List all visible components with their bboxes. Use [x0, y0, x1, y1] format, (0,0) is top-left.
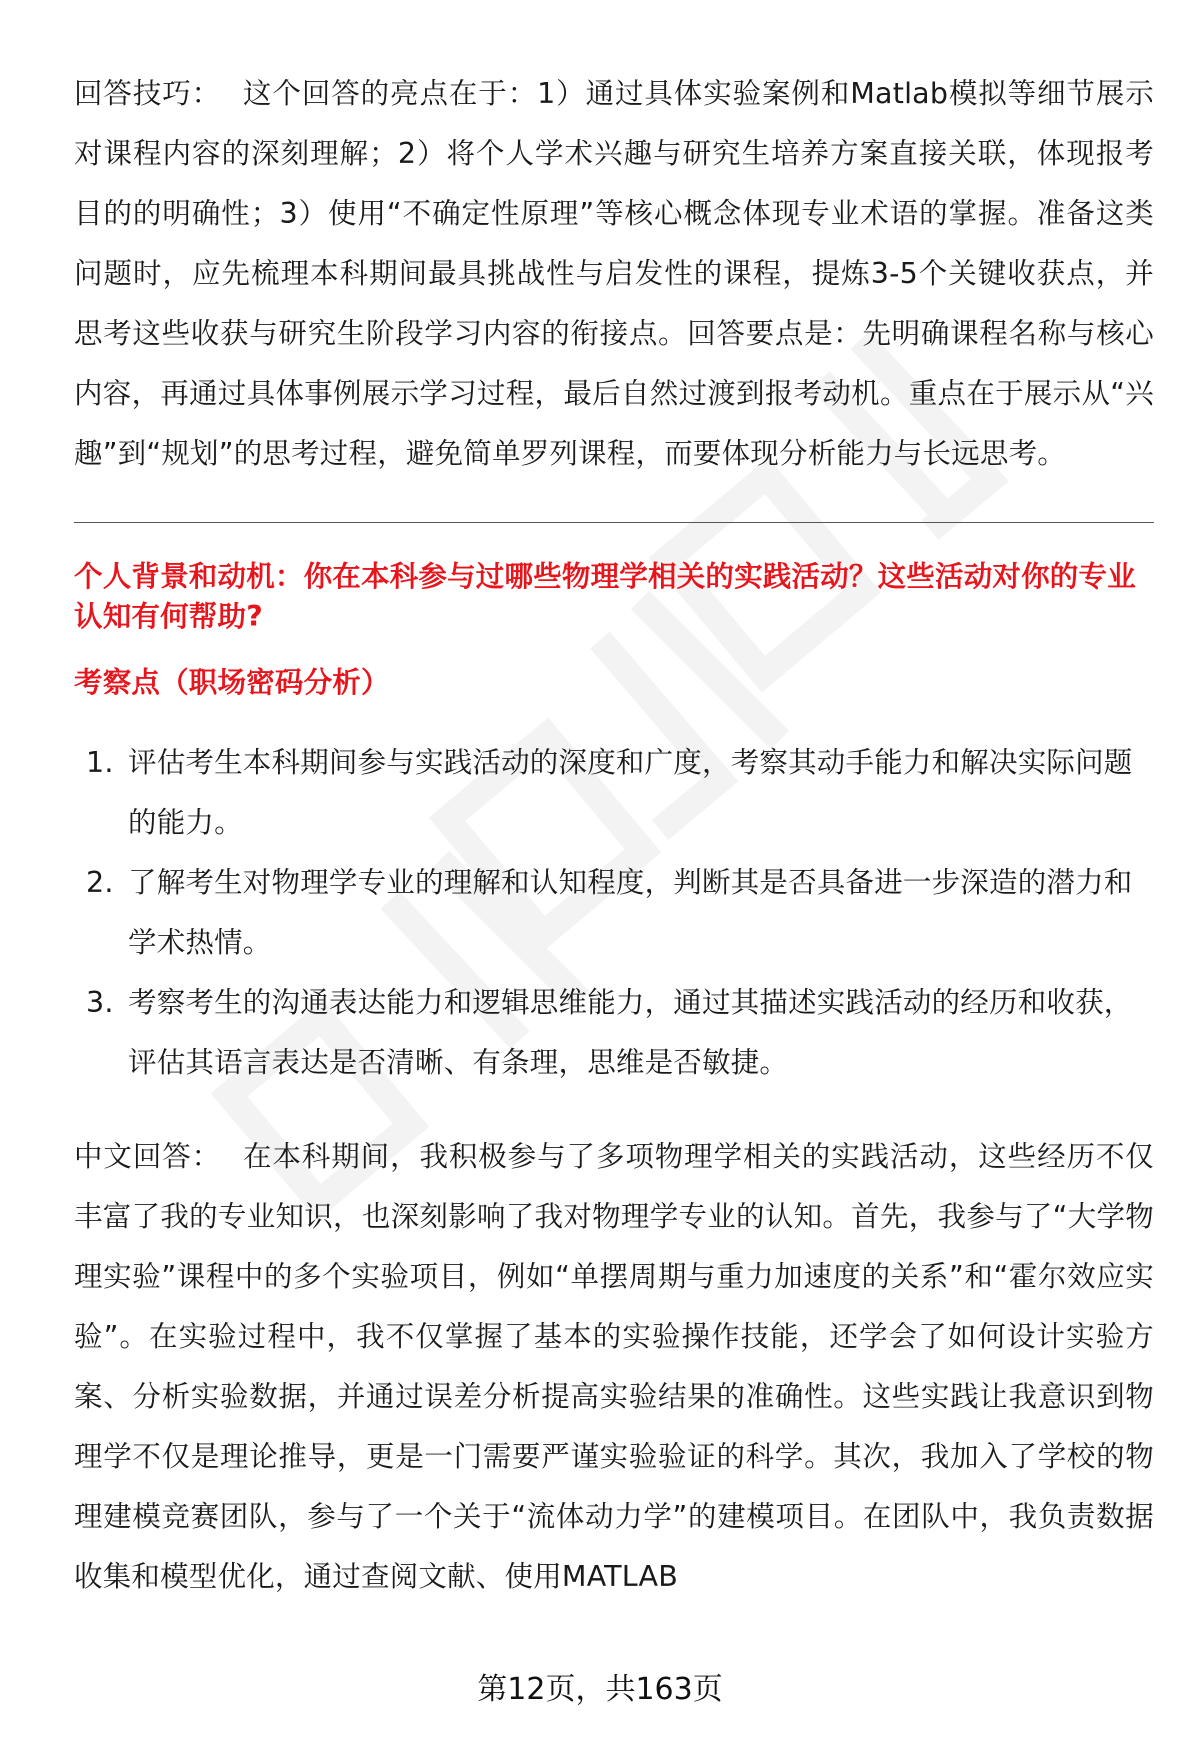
page-footer — [0, 1668, 1200, 1712]
list-item — [74, 853, 1154, 973]
page-content — [74, 64, 1154, 1607]
tips-text: 这个回答的亮点在于：1）通过具体实验案例和Matlab模拟等细节展示对课程内容的深刻理解；2）将个人学术兴趣与研究生培养方案直接关联，体现报考目的的明确性；3）使用“不确定性原理”等核心概念体现专业术语的掌握。准备这类问题时，应先梳理本科期间最具挑战性与启发性的课程，提炼3-5个关键收获点，并思考这些收获与研究生阶段学习内容的衔接点。回答要点是：先明确课程名称与核心内容，再通过具体事例展示学习过程，最后自然过渡到报考动机。重点在于展示从“兴趣”到“规划”的思考过程，避免简单罗列课程，而要体现分析能力与长远思考。 — [74, 77, 1154, 470]
list-item — [74, 733, 1154, 853]
answer-lead: 中文回答： — [74, 1140, 222, 1173]
list-item-text: 评估考生本科期间参与实践活动的深度和广度，考察其动手能力和解决实际问题的能力。 — [128, 746, 1133, 839]
list-item — [74, 973, 1154, 1093]
list-item-number: 2. — [86, 866, 114, 899]
list-item-number: 1. — [86, 746, 114, 779]
section-divider — [74, 522, 1154, 523]
tips-lead: 回答技巧： — [74, 77, 222, 110]
page-number: 第12页，共163页 — [477, 1672, 723, 1707]
exam-points-list — [74, 733, 1154, 1093]
tips-paragraph — [74, 64, 1154, 484]
answer-text: 在本科期间，我积极参与了多项物理学相关的实践活动，这些经历不仅丰富了我的专业知识，也深刻影响了我对物理学专业的认知。首先，我参与了“大学物理实验”课程中的多个实验项目，例如“单摆周期与重力加速度的关系”和“霍尔效应实验”。在实验过程中，我不仅掌握了基本的实验操作技能，还学会了如何设计实验方案、分析实验数据，并通过误差分析提高实验结果的准确性。这些实践让我意识到物理学不仅是理论推导，更是一门需要严谨实验验证的科学。其次，我加入了学校的物理建模竞赛团队，参与了一个关于“流体动力学”的建模项目。在团队中，我负责数据收集和模型优化，通过查阅文献、使用MATLAB — [74, 1140, 1154, 1593]
list-item-text: 了解考生对物理学专业的理解和认知程度，判断其是否具备进一步深造的潜力和学术热情。 — [128, 866, 1133, 959]
list-item-text: 考察考生的沟通表达能力和逻辑思维能力，通过其描述实践活动的经历和收获，评估其语言表达是否清晰、有条理，思维是否敏捷。 — [128, 986, 1133, 1079]
question-title: 个人背景和动机：你在本科参与过哪些物理学相关的实践活动？这些活动对你的专业认知有何帮助? — [74, 560, 1136, 633]
exam-points-heading: 考察点（职场密码分析） — [74, 666, 390, 699]
list-item-number: 3. — [86, 986, 114, 1019]
answer-paragraph — [74, 1127, 1154, 1607]
